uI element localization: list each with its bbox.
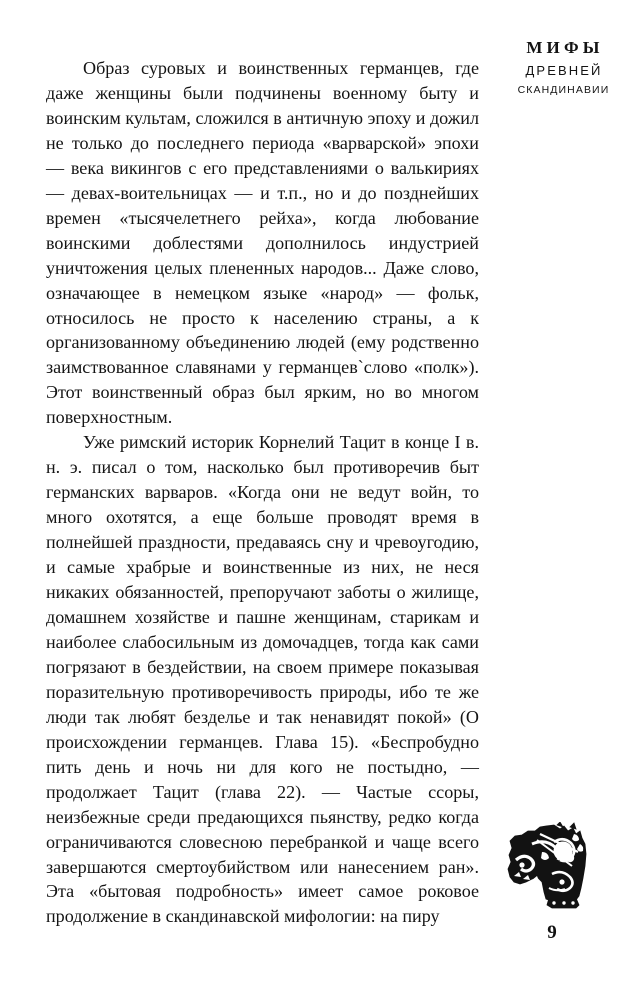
- viking-animal-head-ornament-icon: [502, 822, 602, 910]
- running-head-subtitle-2: СКАНДИНАВИИ: [517, 84, 610, 96]
- running-head: [488, 38, 638, 98]
- page-number: 9: [547, 922, 557, 943]
- body-text-column: [46, 56, 479, 929]
- running-head-title: МИФЫ: [526, 38, 604, 57]
- paragraph: Образ суровых и воинственных германцев, где даже женщины были подчинены военному быту и воинским культам, сложился в античную эпоху и дожил не только до последнего периода «варварской» эпохи — века викингов с его представлениями о валькириях — девах-воительницах — и т.п., но и до позднейших времен «тысячелетнего рейха», когда любование воинскими доблестями дополнилось индустрией уничтожения целых плененных народов... Даже слово, означающее в немецком языке «народ» — фольк, относилось не просто к населению страны, а к организованному объединению людей (ему родственно заимствованное славянами у германцев`слово «полк»). Этот воинственный образ был ярким, но во многом поверхностным.: [46, 58, 479, 428]
- running-head-subtitle-1: ДРЕВНЕЙ: [525, 63, 603, 78]
- paragraph: Уже римский историк Корнелий Тацит в конце I в. н. э. писал о том, насколько был противоречив быт германских варваров. «Когда они не ведут войн, то много охотятся, а еще больше проводят время в полнейшей праздности, предаваясь сну и чревоугодию, и самые храбрые и воинственные из них, не неся никаких обязанностей, препоручают заботы о жилище, домашнем хозяйстве и пашне женщинам, старикам и наиболее слабосильным из домочадцев, тогда как сами погрязают в бездействии, на своем примере показывая поразительную противоречивость природы, ибо те же люди так любят безделье и так ненавидят покой» (О происхождении германцев. Глава 15). «Беспробудно пить день и ночь ни для кого не постыдно, — продолжает Тацит (глава 22). — Частые ссоры, неизбежные среди предающихся пьянству, редко когда ограничиваются словесною перебранкой и чаще всего завершаются смертоубийством или нанесением ран». Эта «бытовая подробность» имеет самое роковое продолжение в скандинавской мифологии: на пиру: [46, 432, 479, 927]
